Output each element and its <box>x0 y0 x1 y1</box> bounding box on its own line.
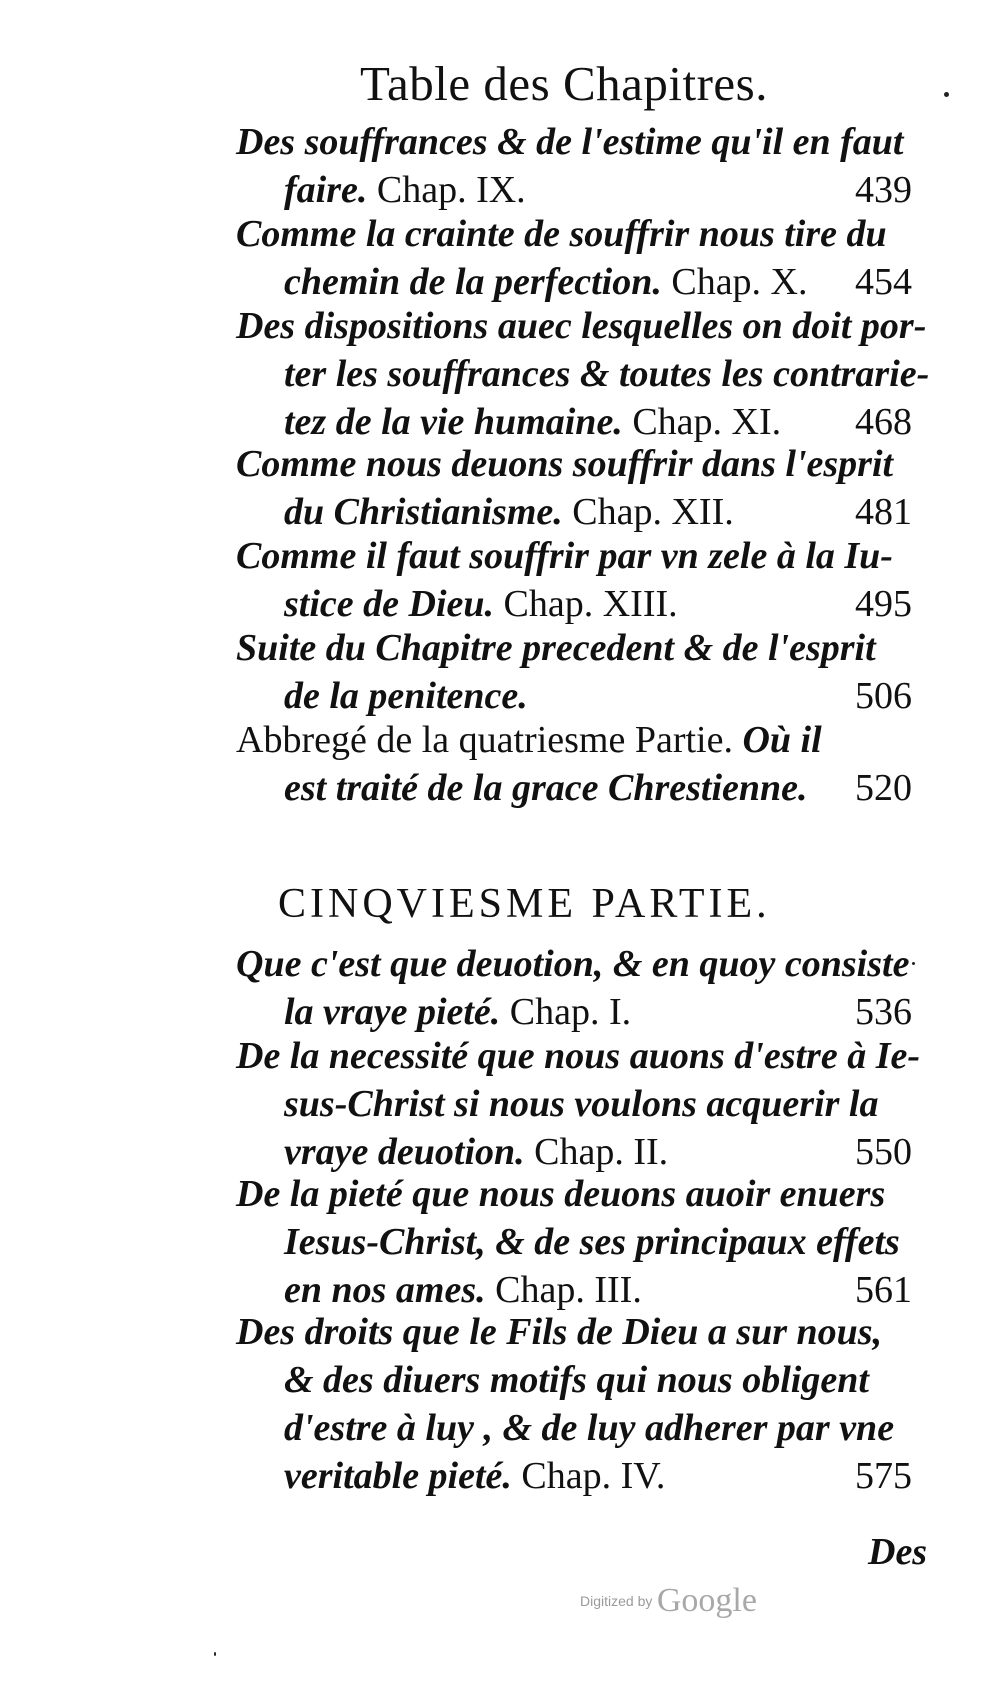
toc-entry-title: & des diuers motifs qui nous obligent <box>284 1359 869 1401</box>
toc-entry-title: Comme nous deuons souffrir dans l'esprit <box>236 443 894 485</box>
toc-page-number: 481 <box>855 491 912 533</box>
toc-entry-line <box>236 940 926 988</box>
toc-entry-title: de la penitence. <box>284 675 528 717</box>
toc-entry-line <box>236 624 926 672</box>
toc-entry <box>236 624 926 720</box>
toc-chapter-label: Chap. IV. <box>511 1455 666 1497</box>
toc-entry-line <box>236 210 926 258</box>
toc-entry-title: Des dispositions auec lesquelles on doit por- <box>236 305 927 347</box>
toc-entry-line <box>236 1404 926 1452</box>
toc-entry-title: Des droits que le Fils de Dieu a sur nous, <box>236 1311 883 1353</box>
toc-entry-title: du Christianisme. <box>284 491 563 533</box>
toc-entry-title: Iesus-Christ, & de ses principaux effets <box>284 1221 900 1263</box>
toc-page-number: 520 <box>855 767 912 809</box>
toc-entry-title: ter les souffrances & toutes les contrarie- <box>284 353 930 395</box>
toc-entry-line <box>236 302 926 350</box>
toc-entry <box>236 210 926 306</box>
toc-entry <box>236 532 926 628</box>
toc-entry-line <box>236 672 926 720</box>
toc-page-number: 506 <box>855 675 912 717</box>
toc-entry-line <box>236 1308 926 1356</box>
toc-entry-title: Des souffrances & de l'estime qu'il en faut <box>236 121 904 163</box>
toc-entry-title: sus-Christ si nous voulons acquerir la <box>284 1083 879 1125</box>
toc-chapter-label: Chap. II. <box>524 1131 669 1173</box>
toc-entry <box>236 1032 926 1176</box>
toc-page-number: 454 <box>855 261 912 303</box>
toc-page-number: 439 <box>855 169 912 211</box>
toc-entry-line <box>236 1218 926 1266</box>
toc-chapter-label: Chap. I. <box>500 991 632 1033</box>
toc-entry-line <box>236 988 926 1036</box>
toc-entry-title: Que c'est que deuotion, & en quoy consiste <box>236 943 910 985</box>
running-head: Table des Chapitres. <box>360 56 768 111</box>
toc-entry <box>236 118 926 214</box>
toc-entry <box>236 940 926 1036</box>
scan-speck <box>944 92 949 97</box>
toc-chapter-label: Chap. IX. <box>367 169 526 211</box>
toc-chapter-label: Chap. XIII. <box>494 583 678 625</box>
toc-entry-line <box>236 580 926 628</box>
toc-entry-line <box>236 118 926 166</box>
toc-entry-line <box>236 440 926 488</box>
toc-entry-line <box>236 1356 926 1404</box>
toc-entry <box>236 716 926 812</box>
toc-entry-line <box>236 398 926 446</box>
scan-speck <box>214 1652 216 1656</box>
toc-entry-line <box>236 166 926 214</box>
toc-entry <box>236 1308 926 1500</box>
toc-entry-line <box>236 1128 926 1176</box>
toc-entry-line <box>236 1170 926 1218</box>
toc-page-number: 575 <box>855 1455 912 1497</box>
toc-entry-line <box>236 350 930 398</box>
toc-entry-title: faire. <box>284 169 368 211</box>
toc-page-number: 550 <box>855 1131 912 1173</box>
toc-entry-title: Suite du Chapitre precedent & de l'esprit <box>236 627 876 669</box>
toc-entry-line <box>236 1452 926 1500</box>
toc-page-number: 495 <box>855 583 912 625</box>
toc-entry-title: Où il <box>742 719 822 761</box>
toc-page-number: 536 <box>855 991 912 1033</box>
watermark-prefix: Digitized by <box>580 1593 653 1609</box>
toc-entry-line <box>236 532 926 580</box>
toc-entry-line <box>236 1080 926 1128</box>
toc-entry-title: Comme la crainte de souffrir nous tire du <box>236 213 887 255</box>
toc-page-number: 468 <box>855 401 912 443</box>
toc-entry-line <box>236 1266 926 1314</box>
toc-entry-line <box>236 258 926 306</box>
toc-chapter-label: Chap. III. <box>485 1269 642 1311</box>
toc-chapter-label: Chap. XI. <box>622 401 782 443</box>
toc-entry-title: en nos ames. <box>284 1269 486 1311</box>
toc-entry-title: la vraye pieté. <box>284 991 501 1033</box>
digitized-by-watermark <box>580 1582 757 1620</box>
toc-entry-roman-text: Abbregé de la quatriesme Partie. <box>236 719 743 761</box>
toc-entry-line <box>236 1032 926 1080</box>
toc-entry-title: Comme il faut souffrir par vn zele à la Iu- <box>236 535 893 577</box>
toc-chapter-label: Chap. XII. <box>562 491 734 533</box>
toc-entry-line <box>236 488 926 536</box>
toc-entry-title: d'estre à luy , & de luy adherer par vne <box>284 1407 895 1449</box>
scan-speck <box>912 962 915 965</box>
toc-entry-title: veritable pieté. <box>284 1455 512 1497</box>
google-logo: Google <box>656 1582 757 1619</box>
catchword: Des <box>868 1531 928 1573</box>
toc-page-number: 561 <box>855 1269 912 1311</box>
toc-entry-title: tez de la vie humaine. <box>284 401 623 443</box>
toc-entry-title: stice de Dieu. <box>284 583 495 625</box>
toc-entry <box>236 1170 926 1314</box>
toc-entry <box>236 440 926 536</box>
toc-entry-title: vraye deuotion. <box>284 1131 525 1173</box>
toc-entry-title: chemin de la perfection. <box>284 261 662 303</box>
section-title: CINQVIESME PARTIE. <box>278 881 771 927</box>
toc-entry-title: De la necessité que nous auons d'estre à Ie- <box>236 1035 920 1077</box>
toc-entry-title: est traité de la grace Chrestienne. <box>284 767 808 809</box>
toc-entry-title: De la pieté que nous deuons auoir enuers <box>236 1173 886 1215</box>
toc-entry-line <box>236 716 926 764</box>
toc-chapter-label: Chap. X. <box>661 261 808 303</box>
toc-entry <box>236 302 930 446</box>
toc-entry-line <box>236 764 926 812</box>
